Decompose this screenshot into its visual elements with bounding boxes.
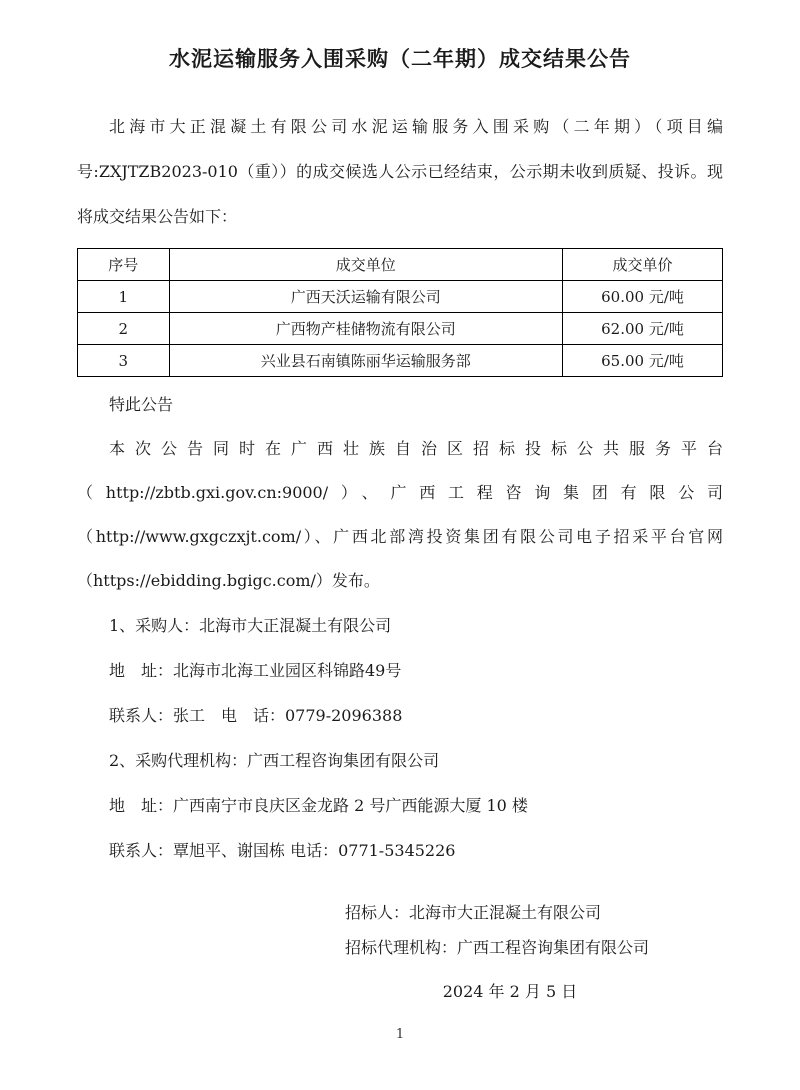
signature-bidder: 招标人：北海市大正混凝土有限公司 [345,903,602,922]
purchaser-contact-line: 联系人：张工 电 话：0779-2096388 [109,706,403,725]
table-header-unit: 成交单位 [169,249,562,281]
signature-block [345,895,675,1007]
publication-paragraph: 本次公告同时在广西壮族自治区招标投标公共服务平台（http://zbtb.gxi.gov.cn:9000/）、广西工程咨询集团有限公司（http://www.gxgczxjt.com/）、广西北部湾投资集团有限公司电子招采平台官网（https://ebidding.bgigc.com/）发布。 [77,439,723,590]
table-header-row [78,249,723,281]
cell-price: 62.00 元/吨 [563,313,723,345]
document-content [0,44,800,1007]
page-number: 1 [395,1027,405,1042]
page-title: 水泥运输服务入围采购（二年期）成交结果公告 [169,46,631,71]
table-header-price: 成交单价 [563,249,723,281]
agency-line: 2、采购代理机构：广西工程咨询集团有限公司 [109,751,440,770]
signature-date: 2024 年 2 月 5 日 [442,982,578,1001]
cell-unit: 广西物产桂储物流有限公司 [169,313,562,345]
cell-seq: 2 [78,313,170,345]
purchaser-address-line: 地 址：北海市北海工业园区科锦路49号 [109,661,402,680]
cell-unit: 广西天沃运输有限公司 [169,281,562,313]
table-row [78,345,723,377]
cell-price: 65.00 元/吨 [563,345,723,377]
cell-price: 60.00 元/吨 [563,281,723,313]
declaration-line: 特此公告 [109,395,174,414]
cell-unit: 兴业县石南镇陈丽华运输服务部 [169,345,562,377]
table-header-seq: 序号 [78,249,170,281]
table-row [78,281,723,313]
agency-contact-line: 联系人：覃旭平、谢国栋 电话：0771-5345226 [109,841,456,860]
result-table [77,248,723,377]
cell-seq: 3 [78,345,170,377]
agency-address-line: 地 址：广西南宁市良庆区金龙路 2 号广西能源大厦 10 楼 [109,796,528,815]
intro-paragraph: 北海市大正混凝土有限公司水泥运输服务入围采购（二年期）（项目编号:ZXJTZB2023-010（重））的成交候选人公示已经结束，公示期未收到质疑、投诉。现将成交结果公告如下： [77,117,723,226]
signature-agency: 招标代理机构：广西工程咨询集团有限公司 [345,938,650,957]
table-row [78,313,723,345]
purchaser-line: 1、采购人：北海市大正混凝土有限公司 [109,616,392,635]
cell-seq: 1 [78,281,170,313]
